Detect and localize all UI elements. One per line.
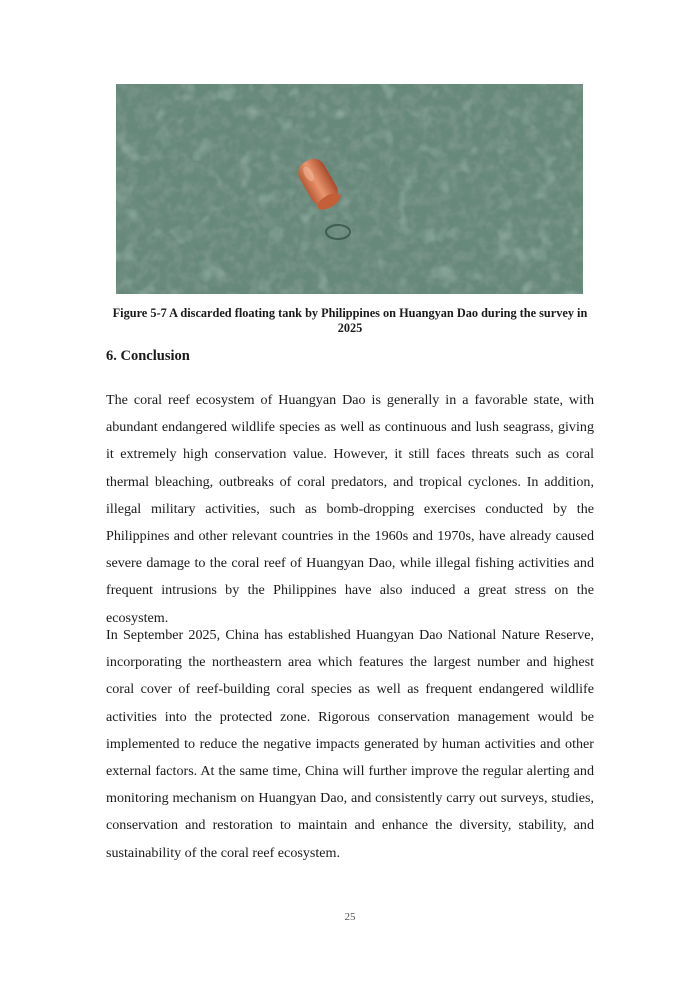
text-line: abundant endangered wildlife species as well as continuous and lush seagrass, giving [106,419,594,436]
figure-photo [116,84,583,294]
page-number: 25 [344,911,356,923]
reef-photo-illustration [116,84,583,294]
text-line: external factors. At the same time, China will further improve the regular alerting and [106,762,594,779]
text-line: ecosystem. [106,609,169,626]
text-line: sustainability of the coral reef ecosystem. [106,844,341,861]
text-line: monitoring mechanism on Huangyan Dao, and consistently carry out surveys, studies, [106,790,594,807]
text-line: incorporating the northeastern area which features the largest number and highest [106,654,594,671]
text-line: coral cover of reef-building coral species as well as frequent endangered wildlife [106,681,594,698]
paragraph-2 [106,622,594,867]
figure-caption [104,306,596,336]
text-line: The coral reef ecosystem of Huangyan Dao is generally in a favorable state, with [106,392,594,408]
text-line: activities into the protected zone. Rigorous conservation management would be [106,708,594,725]
figure-caption-line: Figure 5-7 A discarded floating tank by Philippines on Huangyan Dao during the survey in [112,306,588,320]
text-line: illegal military activities, such as bomb-dropping exercises conducted by the [106,500,594,517]
text-line: frequent intrusions by the Philippines have also induced a great stress on the [106,582,594,599]
text-line: In September 2025, China has established Huangyan Dao National Nature Reserve, [106,627,594,643]
text-line: thermal bleaching, outbreaks of coral predators, and tropical cyclones. In addition, [106,473,594,490]
text-line: implemented to reduce the negative impacts generated by human activities and other [106,735,594,752]
seagrass-tint [116,84,583,294]
text-line: conservation and restoration to maintain and enhance the diversity, stability, and [106,817,594,834]
figure-caption-line: 2025 [337,321,363,335]
text-line: Philippines and other relevant countries in the 1960s and 1970s, have already caused [106,527,594,544]
section-heading: 6. Conclusion [106,348,190,364]
text-line: it extremely high conservation value. However, it still faces threats such as coral [106,446,594,463]
paragraph-1 [106,387,594,632]
text-line: severe damage to the coral reef of Huangyan Dao, while illegal fishing activities and [106,555,594,572]
